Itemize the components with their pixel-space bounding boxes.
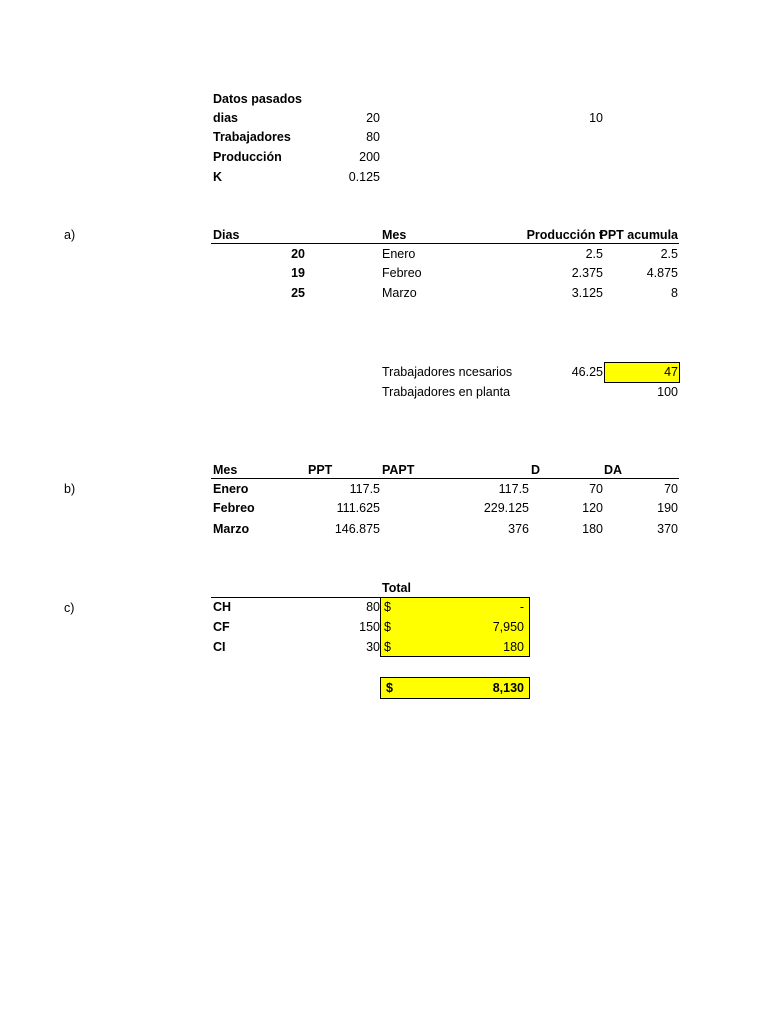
- a-row-produccion: 2.5: [585, 247, 603, 261]
- b-header-d: D: [530, 463, 540, 477]
- c-row-label: CI: [213, 640, 226, 654]
- a-row-mes: Marzo: [382, 286, 417, 300]
- trabajadores-necesarios-label: Trabajadores ncesarios: [382, 365, 513, 379]
- c-row-label: CH: [213, 600, 232, 614]
- b-row-papt: 229.125: [483, 501, 529, 515]
- datos-label-produccion: Producción: [213, 150, 282, 164]
- section-b-label: b): [64, 482, 76, 496]
- a-header-mes: Mes: [382, 228, 407, 242]
- a-header-dias: Dias: [213, 228, 240, 242]
- b-row-d: 180: [582, 522, 603, 536]
- c-row-currency: $: [384, 640, 391, 654]
- b-header-underline: [211, 478, 679, 479]
- b-row-mes: Marzo: [213, 522, 250, 536]
- datos-label-k: K: [213, 170, 223, 184]
- datos-title: Datos pasados: [213, 92, 302, 106]
- a-row-mes: Enero: [382, 247, 416, 261]
- b-header-papt: PAPT: [382, 463, 415, 477]
- a-row-produccion: 3.125: [571, 286, 603, 300]
- datos-value-trabajadores: 80: [366, 130, 380, 144]
- datos-label-dias: dias: [213, 111, 239, 125]
- b-header-ppt: PPT: [308, 463, 333, 477]
- b-row-ppt: 117.5: [349, 482, 380, 496]
- b-row-ppt: 111.625: [336, 501, 380, 515]
- datos-label-trabajadores: Trabajadores: [213, 130, 291, 144]
- b-row-da: 190: [657, 501, 678, 515]
- a-row-ppt: 4.875: [646, 266, 678, 280]
- datos-value-k: 0.125: [348, 170, 380, 184]
- c-header-underline: [211, 597, 380, 598]
- c-row-label: CF: [213, 620, 230, 634]
- trabajadores-planta-label: Trabajadores en planta: [382, 385, 511, 399]
- b-row-ppt: 146.875: [334, 522, 380, 536]
- c-row-qty: 30: [366, 640, 380, 654]
- b-row-d: 70: [589, 482, 603, 496]
- b-row-da: 370: [657, 522, 678, 536]
- c-row-currency: $: [384, 600, 391, 614]
- datos-extra-dias: 10: [589, 111, 603, 125]
- a-header-ppt-acumula: PPT acumula: [599, 228, 678, 242]
- b-row-papt: 117.5: [498, 482, 529, 496]
- trabajadores-planta-value: 100: [657, 385, 678, 399]
- grand-total-currency: $: [386, 681, 393, 695]
- a-header-produccion: Producción t: [526, 228, 603, 242]
- a-row-mes: Febreo: [382, 266, 422, 280]
- c-row-currency: $: [384, 620, 391, 634]
- a-row-dias: 20: [291, 247, 305, 261]
- section-a-label: a): [64, 228, 76, 242]
- a-row-ppt: 8: [671, 286, 678, 300]
- datos-value-produccion: 200: [359, 150, 380, 164]
- grand-total-value: 8,130: [492, 681, 524, 695]
- c-row-total: 180: [503, 640, 524, 654]
- c-row-qty: 150: [359, 620, 380, 634]
- b-row-papt: 376: [508, 522, 529, 536]
- b-row-mes: Enero: [213, 482, 249, 496]
- datos-value-dias: 20: [366, 111, 380, 125]
- c-header-total: Total: [382, 581, 411, 595]
- a-row-produccion: 2.375: [571, 266, 603, 280]
- a-header-underline: [211, 243, 679, 244]
- trabajadores-necesarios-rounded: 47: [664, 365, 678, 379]
- b-row-d: 120: [582, 501, 603, 515]
- b-row-mes: Febreo: [213, 501, 255, 515]
- trabajadores-necesarios-value: 46.25: [571, 365, 603, 379]
- b-header-mes: Mes: [213, 463, 238, 477]
- c-row-total: 7,950: [492, 620, 524, 634]
- a-row-dias: 19: [291, 266, 305, 280]
- a-row-dias: 25: [291, 286, 305, 300]
- c-row-total: -: [519, 600, 524, 614]
- c-row-qty: 80: [366, 600, 380, 614]
- a-row-ppt: 2.5: [660, 247, 678, 261]
- b-row-da: 70: [664, 482, 678, 496]
- b-header-da: DA: [604, 463, 623, 477]
- section-c-label: c): [64, 601, 75, 615]
